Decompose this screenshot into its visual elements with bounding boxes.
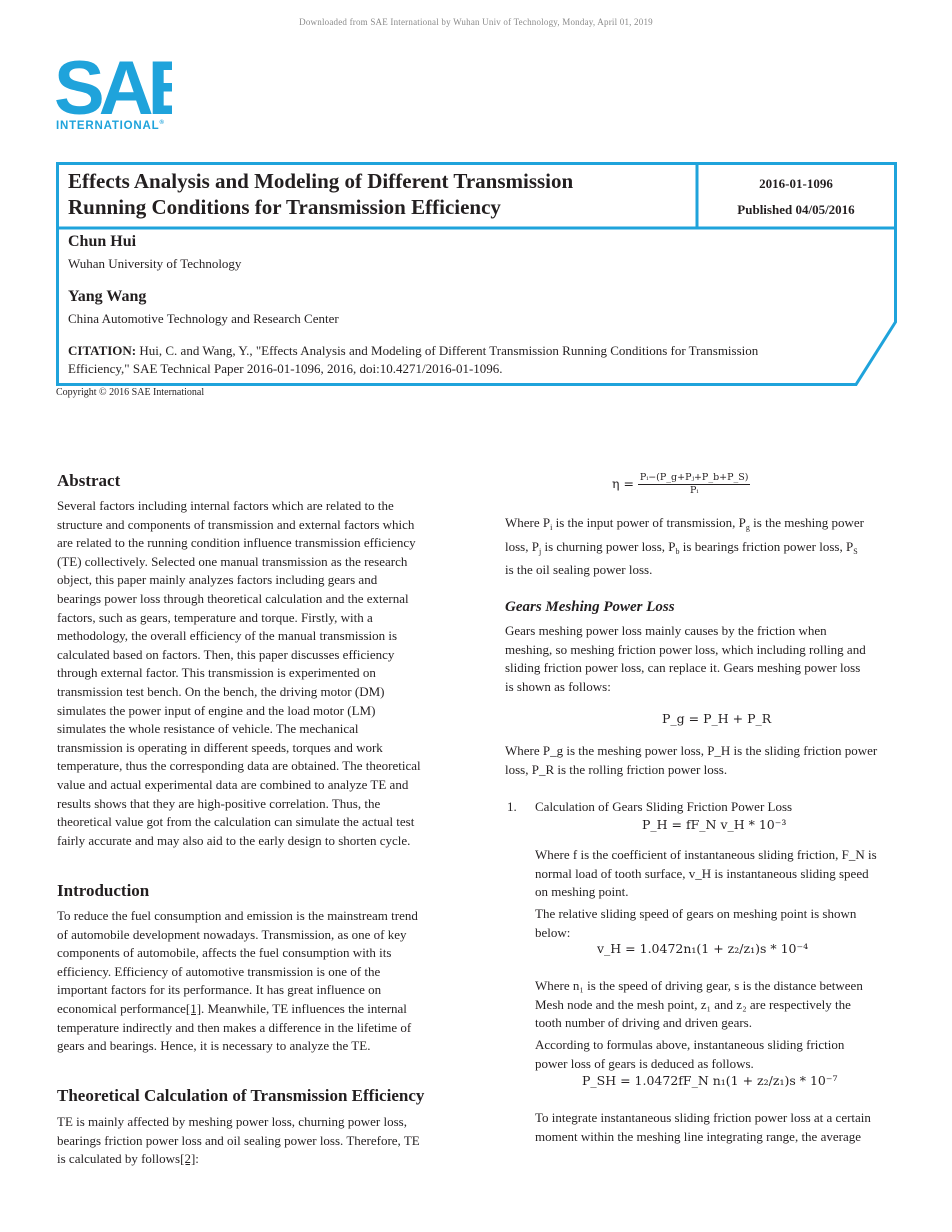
text: loss, P_R is the rolling friction power loss. <box>505 761 728 777</box>
sub: g <box>745 523 750 532</box>
theory-body <box>57 1113 457 1169</box>
abstract-heading: Abstract <box>57 471 121 490</box>
abstract-line: temperature, thus the corresponding data are obtained. The theoretical <box>57 758 421 774</box>
author-affiliation: Wuhan University of Technology <box>68 256 242 271</box>
text: loss, P <box>505 538 539 554</box>
sub: j <box>538 546 542 556</box>
sub: b <box>675 546 680 556</box>
text: Mesh node and the mesh point, z₁ and z₂ are respectively the <box>535 996 851 1012</box>
sae-logo-wordmark <box>56 120 165 132</box>
reference-link-1[interactable]: [1] <box>185 1000 202 1016</box>
equation-sliding-speed: v_H = 1.0472n₁(1 + z₂/z₁)s * 10⁻⁴ <box>597 941 809 956</box>
text: on meshing point. <box>535 884 629 900</box>
where-input-power <box>505 514 905 580</box>
eq-lhs: η = <box>612 476 634 491</box>
intro-text: economical performance <box>57 1000 186 1016</box>
abstract-line: theoretical value got from the calculation can simulate the actual test <box>57 814 415 830</box>
author-name: Chun Hui <box>68 233 137 250</box>
relative-speed-text <box>535 905 895 942</box>
gears-line: meshing, so meshing friction power loss, which including rolling and <box>505 641 866 657</box>
text: is the oil sealing power loss. <box>505 562 653 578</box>
gears-line: Gears meshing power loss mainly causes by the friction when <box>505 623 827 638</box>
text: is bearings friction power loss, P <box>679 538 854 554</box>
text: Where f is the coefficient of instantaneous sliding friction, F_N is <box>535 847 877 862</box>
abstract-line: through external factor. This transmission is experimented on <box>57 665 376 681</box>
gears-line: sliding friction power loss, can replace it. Gears meshing power loss <box>505 660 861 676</box>
theory-text: : <box>195 1151 199 1167</box>
copyright: Copyright © 2016 SAE International <box>56 387 205 398</box>
abstract-line: transmission is operating in different speeds, torques and work <box>57 739 383 755</box>
text: is churning power loss, P <box>541 538 676 554</box>
intro-line: important factors for its performance. It has great influence on <box>57 982 382 998</box>
text: below: <box>535 924 571 940</box>
abstract-line: (TE) collectively. Selected one manual transmission as the research <box>57 553 408 569</box>
gears-meshing-heading: Gears Meshing Power Loss <box>505 599 675 615</box>
author-affiliation: China Automotive Technology and Research Center <box>68 311 339 326</box>
abstract-line: factors, such as gears, temperature and torque. Firstly, with a <box>57 609 373 625</box>
text: According to formulas above, instantaneous sliding friction <box>535 1037 845 1052</box>
sae-logo-mark <box>56 56 172 118</box>
text: normal load of tooth surface, v_H is instantaneous sliding speed <box>535 865 869 881</box>
citation-text-1: Hui, C. and Wang, Y., "Effects Analysis and Modeling of Different Transmission Running Conditions for Transmission <box>139 343 759 358</box>
logo-word: INTERNATIONAL <box>56 120 160 132</box>
title-line-1: Effects Analysis and Modeling of Different Transmission <box>68 169 574 193</box>
intro-line: temperature indirectly and then makes a difference in the lifetime of <box>57 1019 412 1035</box>
abstract-line: calculated based on factors. Then, this paper discusses efficiency <box>57 646 395 662</box>
paper-id: 2016-01-1096 <box>759 176 833 191</box>
theory-heading: Theoretical Calculation of Transmission Efficiency <box>57 1086 425 1105</box>
gears-meshing-body <box>505 622 905 696</box>
abstract-line: object, this paper mainly analyzes factors including gears and <box>57 572 378 588</box>
abstract-line: value and actual experimental data are combined to analyze TE and <box>57 776 409 792</box>
gears-line: is shown as follows: <box>505 678 611 694</box>
intro-line: components of automobile, affects the fuel consumption with its <box>57 945 392 961</box>
text: To integrate instantaneous sliding friction power loss at a certain <box>535 1110 871 1125</box>
list-number-1: 1. <box>507 799 517 814</box>
text: Where n₁ is the speed of driving gear, s is the distance between <box>535 978 863 993</box>
sae-logo <box>56 56 172 123</box>
author-name: Yang Wang <box>68 288 147 305</box>
abstract-line: structure and components of transmission and external factors which <box>57 516 415 532</box>
title-line-2: Running Conditions for Transmission Efficiency <box>68 195 501 219</box>
published-date: Published 04/05/2016 <box>737 202 855 217</box>
logo-registered: ® <box>159 120 165 126</box>
abstract-body <box>57 497 457 850</box>
equation-instant-loss: P_SH = 1.0472fF_N n₁(1 + z₂/z₁)s * 10⁻⁷ <box>582 1073 838 1088</box>
citation-text-2: Efficiency," SAE Technical Paper 2016-01-1096, 2016, doi:10.4271/2016-01-1096. <box>68 361 503 376</box>
download-note: Downloaded from SAE International by Wuhan Univ of Technology, Monday, April 01, 2019 <box>299 17 653 27</box>
abstract-line: methodology, the overall efficiency of the manual transmission is <box>57 628 398 644</box>
citation <box>68 342 858 378</box>
sub: S <box>853 546 858 556</box>
sub: i <box>550 523 553 532</box>
theory-text: is calculated by follows <box>57 1151 181 1167</box>
equation-sliding-loss: P_H = fF_N v_H * 10⁻³ <box>642 817 787 832</box>
abstract-line: are related to the running condition influence transmission efficiency <box>57 535 416 551</box>
list-item-1: Calculation of Gears Sliding Friction Power Loss <box>535 799 793 814</box>
text: tooth number of driving and driven gears. <box>535 1015 752 1031</box>
abstract-line: bearings power loss through theoretical calculation and the external <box>57 590 409 606</box>
theory-line <box>57 1150 457 1169</box>
eq-numerator: Pᵢ−(P_g+Pⱼ+P_b+P_S) <box>639 472 749 483</box>
intro-text: . Meanwhile, TE influences the internal <box>201 1000 407 1016</box>
integrate-text <box>535 1109 900 1146</box>
equation-meshing-loss: P_g = P_H + P_R <box>662 711 772 726</box>
citation-label: CITATION: <box>68 343 137 358</box>
paper-title <box>68 168 688 220</box>
eq-denominator: Pᵢ <box>690 485 699 496</box>
text: moment within the meshing line integrating range, the average <box>535 1128 861 1144</box>
abstract-line: transmission test bench. On the bench, the driving motor (DM) <box>57 683 385 699</box>
theory-line: bearings friction power loss and oil sealing power loss. Therefore, TE <box>57 1132 420 1148</box>
sae-logo-text: SA <box>56 56 148 118</box>
where-meshing-loss <box>505 742 905 779</box>
according-text <box>535 1036 895 1073</box>
intro-line: To reduce the fuel consumption and emission is the mainstream trend <box>57 908 418 923</box>
text: is the meshing power <box>749 515 864 530</box>
text: power loss of gears is deduced as follows. <box>535 1055 754 1071</box>
abstract-line: Several factors including internal factors which are related to the <box>57 498 394 513</box>
text: is the input power of transmission, P <box>552 515 746 530</box>
intro-line <box>57 1000 457 1019</box>
where-driving-gear <box>535 977 895 1033</box>
abstract-line: simulates the whole resistance of vehicle. The mechanical <box>57 721 359 737</box>
equation-efficiency <box>612 472 750 497</box>
abstract-line: simulates the power input of engine and the load motor (LM) <box>57 702 376 718</box>
reference-link-2[interactable]: [2] <box>180 1151 196 1167</box>
text: The relative sliding speed of gears on meshing point is shown <box>535 906 857 921</box>
text: Where P <box>505 515 551 530</box>
abstract-line: results shows that they are high-positive correlation. Thus, the <box>57 795 381 811</box>
eq-fraction <box>638 472 751 497</box>
text: Where P_g is the meshing power loss, P_H is the sliding friction power <box>505 743 878 758</box>
intro-line: of automobile development nowadays. Transmission, as one of key <box>57 926 407 942</box>
introduction-heading: Introduction <box>57 881 150 900</box>
theory-line: TE is mainly affected by meshing power loss, churning power loss, <box>57 1114 407 1129</box>
intro-line: gears and bearings. Hence, it is necessary to analyze the TE. <box>57 1038 371 1054</box>
intro-line: efficiency. Efficiency of automotive transmission is one of the <box>57 963 381 979</box>
where-sliding <box>535 846 895 902</box>
abstract-line: fairly accurate and may also aid to the early design to shorten cycle. <box>57 832 411 848</box>
introduction-body <box>57 907 457 1056</box>
